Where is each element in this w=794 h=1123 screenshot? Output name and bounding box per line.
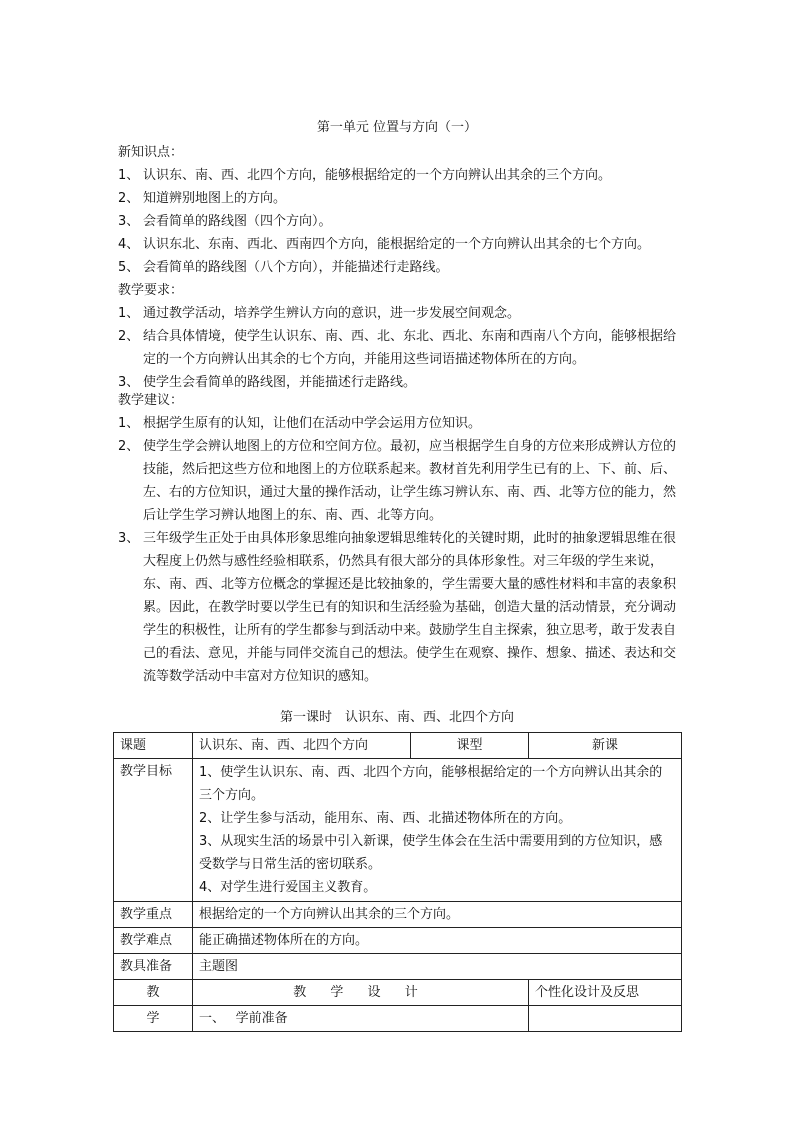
type-value: 新课 [529,733,682,759]
design-side-label: 学 [114,1006,193,1032]
design-header: 教 学 设 计 [193,980,529,1006]
table-row [114,928,682,954]
type-label: 课型 [411,733,529,759]
tools-value: 主题图 [193,954,682,980]
goal-item: 4、对学生进行爱国主义教育。 [199,880,377,895]
list-item: 3、 会看简单的路线图（四个方向）。 [118,214,332,229]
list-item: 3、 三年级学生正处于由具体形象思维向抽象逻辑思维转化的关键时期，此时的抽象逻辑思维在很大程度上仍然与感性经验相联系，仍然具有很大部分的具体形象性。对三年级的学生来说，东、南、西、北等方位概念的掌握还是比较抽象的，学生需要大量的感性材料和丰富的表象积累。因此，在教学时要以学生已有的知识和生活经验为基础，创造大量的活动情景，充分调动学生的积极性，让所有的学生都参与到活动中来。鼓励学生自主探索，独立思考，敢于发表自己的看法、意见，并能与同伴交流自己的想法。使学生在观察、操作、想象、描述、表达和交流等数学活动中丰富对方位知识的感知。 [118,531,677,684]
list-item: 1、 认识东、南、西、北四个方向，能够根据给定的一个方向辨认出其余的三个方向。 [118,168,612,183]
list-item: 2、 使学生学会辨认地图上的方位和空间方位。最初，应当根据学生自身的方位来形成辨认方位的技能，然后把这些方位和地图上的方位联系起来。教材首先利用学生已有的上、下、前、后、左、右的方位知识，通过大量的操作活动，让学生练习辨认东、南、西、北等方位的能力，然后让学生学习辨认地图上的东、南、西、北等方向。 [118,439,677,523]
teaching-suggestions-section [118,389,688,688]
list-item: 3、 使学生会看简单的路线图，并能描述行走路线。 [118,375,417,390]
reflection-cell [529,1006,682,1032]
difficulty-value: 能正确描述物体所在的方向。 [193,928,682,954]
teaching-requirements-section [118,279,688,394]
list-item: 4、 认识东北、东南、西北、西南四个方向，能根据给定的一个方向辨认出其余的七个方向。 [118,237,651,252]
section-heading: 教学要求： [118,283,184,298]
goal-item: 2、让学生参与活动，能用东、南、西、北描述物体所在的方向。 [199,811,572,826]
topic-value: 认识东、南、西、北四个方向 [193,733,411,759]
difficulty-label: 教学难点 [114,928,193,954]
goals-cell [193,759,682,902]
section-heading: 教学建议： [118,393,184,408]
table-row [114,733,682,759]
list-item: 2、 知道辨别地图上的方向。 [118,191,287,206]
table-row [114,980,682,1006]
table-row [114,759,682,902]
lesson-plan-table [113,732,682,1032]
goal-item: 1、使学生认识东、南、西、北四个方向，能够根据给定的一个方向辨认出其余的三个方向。 [199,765,663,803]
goal-item: 3、从现实生活的场景中引入新课，使学生体会在生活中需要用到的方位知识，感受数学与日常生活的密切联系。 [199,834,663,872]
goals-label: 教学目标 [114,759,193,902]
unit-title: 第一单元 位置与方向（一） [316,120,478,135]
table-row [114,954,682,980]
key-label: 教学重点 [114,902,193,928]
tools-label: 教具准备 [114,954,193,980]
topic-label: 课题 [114,733,193,759]
section-heading: 新知识点： [118,145,184,160]
table-row [114,902,682,928]
table-row [114,1006,682,1032]
new-knowledge-section [118,141,688,279]
reflection-header: 个性化设计及反思 [529,980,682,1006]
list-item: 2、 结合具体情境，使学生认识东、南、西、北、东北、西北、东南和西南八个方向，能够根据给定的一个方向辨认出其余的七个方向，并能用这些词语描述物体所在的方向。 [118,329,677,367]
list-item: 1、 根据学生原有的认知，让他们在活动中学会运用方位知识。 [118,416,482,431]
list-item: 1、 通过教学活动，培养学生辨认方向的意识，进一步发展空间观念。 [118,306,521,321]
key-value: 根据给定的一个方向辨认出其余的三个方向。 [193,902,682,928]
design-side-label: 教 [114,980,193,1006]
lesson-title: 第一课时 认识东、南、西、北四个方向 [279,710,514,725]
design-step: 一、 学前准备 [193,1006,529,1032]
list-item: 5、 会看简单的路线图（八个方向），并能描述行走路线。 [118,260,449,275]
